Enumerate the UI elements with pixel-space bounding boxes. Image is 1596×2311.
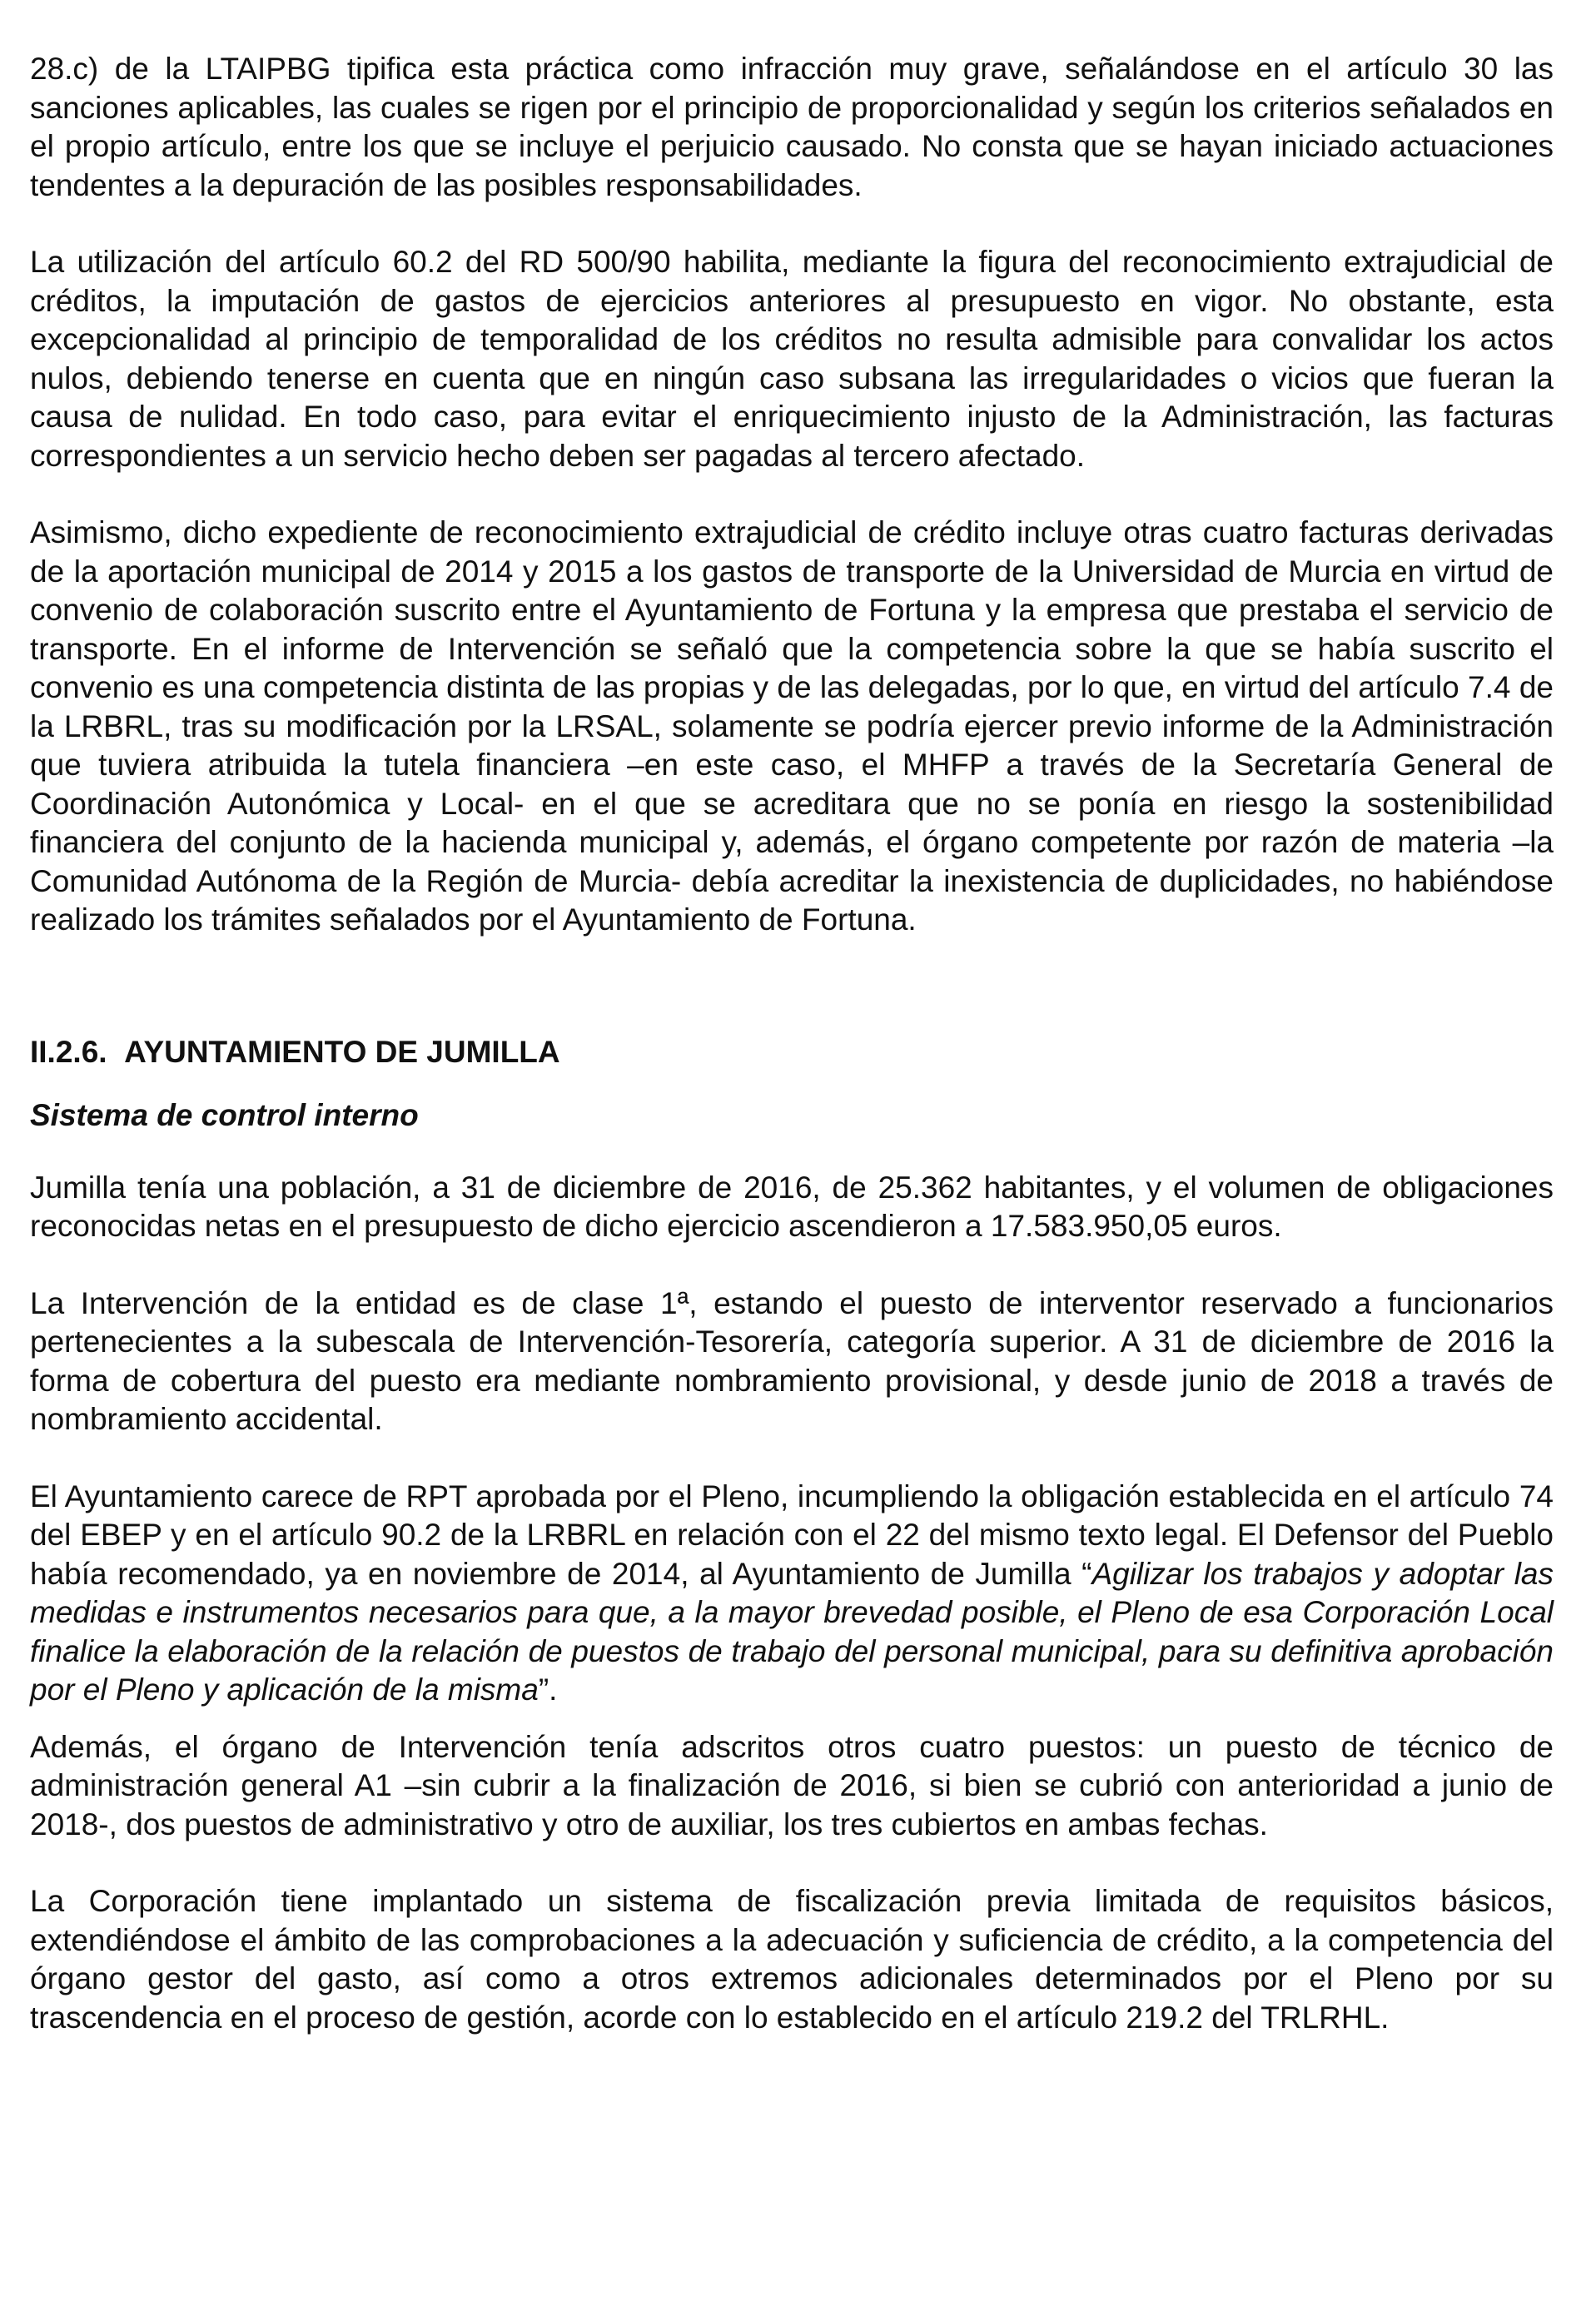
section-heading: II.2.6. AYUNTAMIENTO DE JUMILLA	[30, 1034, 560, 1069]
paragraph-poblacion: Jumilla tenía una población, a 31 de diciembre de 2016, de 25.362 habitantes, y el volumen de obligaciones reconocidas netas en el presupuesto de dicho ejercicio ascendieron a 17.583.950,05 euros.	[30, 1170, 1554, 1243]
document-page	[30, 50, 1554, 2037]
paragraph-rpt	[30, 1478, 1554, 1710]
rpt-text-end: ”.	[538, 1672, 558, 1707]
paragraph-facturas-transporte: Asimismo, dicho expediente de reconocimiento extrajudicial de crédito incluye otras cuatro facturas derivadas de la aportación municipal de 2014 y 2015 a los gastos de transporte de la Universidad de Murcia en virtud de convenio de colaboración suscrito entre el Ayuntamiento de Fortuna y la empresa que prestaba el servicio de transporte. En el informe de Intervención se señaló que la competencia sobre la que se había suscrito el convenio es una competencia distinta de las propias y de las delegadas, por lo que, en virtud del artículo 7.4 de la LRBRL, tras su modificación por la LRSAL, solamente se podría ejercer previo informe de la Administración que tuviera atribuida la tutela financiera –en este caso, el MHFP a través de la Secretaría General de Coordinación Autonómica y Local- en el que se acreditara que no se ponía en riesgo la sostenibilidad financiera del conjunto de la hacienda municipal y, además, el órgano competente por razón de materia –la Comunidad Autónoma de la Región de Murcia- debía acreditar la inexistencia de duplicidades, no habiéndose realizado los trámites señalados por el Ayuntamiento de Fortuna.	[30, 515, 1554, 937]
paragraph-fiscalizacion: La Corporación tiene implantado un sistema de fiscalización previa limitada de requisitos básicos, extendiéndose el ámbito de las comprobaciones a la adecuación y suficiencia de crédito, a la competencia del órgano gestor del gasto, así como a otros extremos adicionales determinados por el Pleno por su trascendencia en el proceso de gestión, acorde con lo establecido en el artículo 219.2 del TRLRHL.	[30, 1884, 1554, 2035]
section-subheading: Sistema de control interno	[30, 1098, 419, 1132]
paragraph-puestos-adscritos: Además, el órgano de Intervención tenía adscritos otros cuatro puestos: un puesto de técnico de administración general A1 –sin cubrir a la finalización de 2016, si bien se cubrió con anterioridad a junio de 2018-, dos puestos de administrativo y otro de auxiliar, los tres cubiertos en ambas fechas.	[30, 1729, 1554, 1841]
defensor-quote: Agilizar los trabajos y adoptar las medidas e instrumentos necesarios para que, a la mayor brevedad posible, el Pleno de esa Corporación Local finalice la elaboración de la relación de puestos de trabajo del personal municipal, para su definitiva aprobación por el Pleno y aplicación de la misma	[30, 1556, 1554, 1707]
rpt-text: El Ayuntamiento carece de RPT aprobada por el Pleno, incumpliendo la obligación establecida en el artículo 74 del EBEP y en el artículo 90.2 de la LRBRL en relación con el 22 del mismo texto legal. El Defensor del Pueblo había recomendado, ya en noviembre de 2014, al Ayuntamiento de Jumilla “	[30, 1479, 1554, 1591]
paragraph-intervencion-clase: La Intervención de la entidad es de clase 1ª, estando el puesto de interventor reservado a funcionarios pertenecientes a la subescala de Intervención-Tesorería, categoría superior. A 31 de diciembre de 2016 la forma de cobertura del puesto era mediante nombramiento provisional, y desde junio de 2018 a través de nombramiento accidental.	[30, 1285, 1554, 1436]
paragraph-reconocimiento-extrajudicial: La utilización del artículo 60.2 del RD 500/90 habilita, mediante la figura del reconocimiento extrajudicial de créditos, la imputación de gastos de ejercicios anteriores al presupuesto en vigor. No obstante, esta excepcionalidad al principio de temporalidad de los créditos no resulta admisible para convalidar los actos nulos, debiendo tenerse en cuenta que en ningún caso subsana las irregularidades o vicios que fueran la causa de nulidad. En todo caso, para evitar el enriquecimiento injusto de la Administración, las facturas correspondientes a un servicio hecho deben ser pagadas al tercero afectado.	[30, 245, 1554, 473]
paragraph-ltaipbg: 28.c) de la LTAIPBG tipifica esta práctica como infracción muy grave, señalándose en el artículo 30 las sanciones aplicables, las cuales se rigen por el principio de proporcionalidad y según los criterios señalados en el propio artículo, entre los que se incluye el perjuicio causado. No consta que se hayan iniciado actuaciones tendentes a la depuración de las posibles responsabilidades.	[30, 52, 1554, 202]
